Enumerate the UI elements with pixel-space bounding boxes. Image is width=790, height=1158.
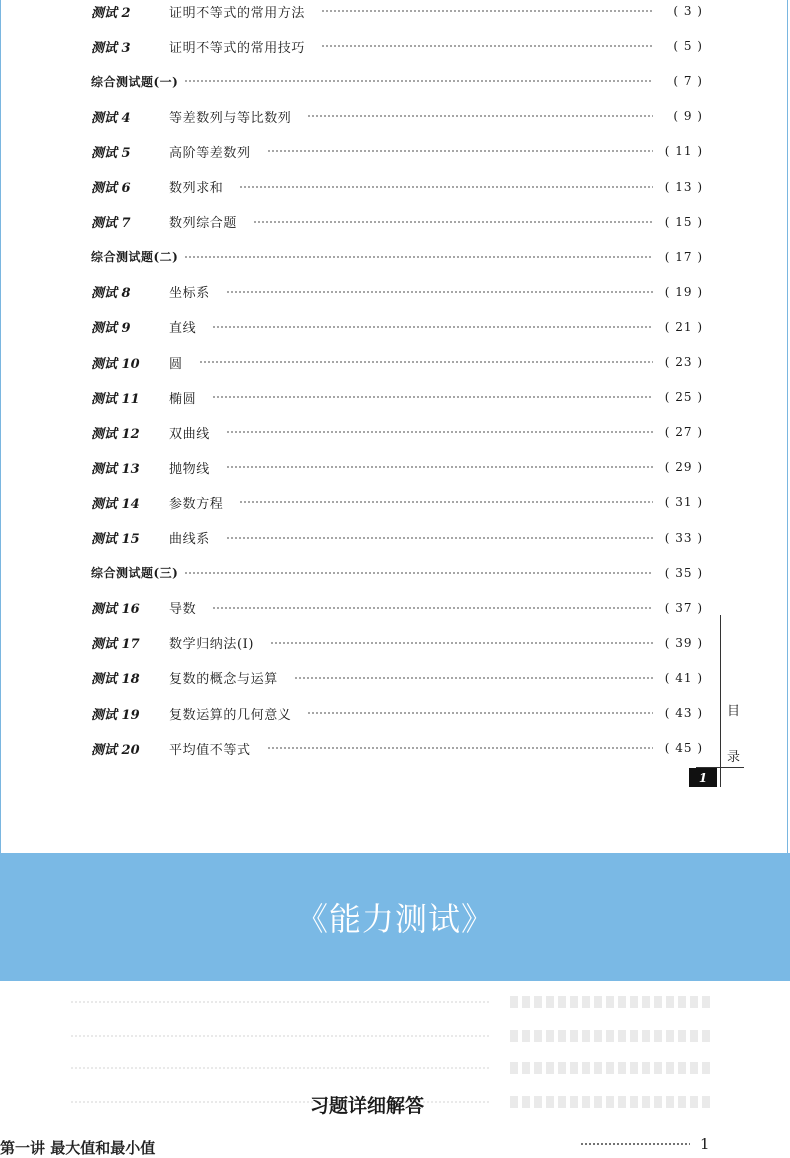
toc-entry-page: ( 11 ) <box>664 144 703 159</box>
ghost-row <box>30 995 710 1009</box>
toc-entry <box>91 281 703 303</box>
toc-entry-label: 综合测试题(一) <box>91 74 179 89</box>
toc-entry-page: ( 9 ) <box>673 109 703 124</box>
toc-entry-page: ( 7 ) <box>673 74 703 89</box>
toc-entry-title: 导数 <box>169 602 197 618</box>
cut-off-entry <box>0 1135 790 1157</box>
toc-entry-title: 曲线系 <box>169 532 210 547</box>
toc-entry-title: 等差数列与等比数列 <box>169 110 292 126</box>
cut-off-entry-leader <box>580 1143 690 1145</box>
toc-entry-label: 测试 11 <box>91 391 140 407</box>
side-char-top: 目 <box>727 704 741 719</box>
banner <box>0 853 790 981</box>
toc-entry-leader <box>184 80 653 82</box>
toc-entry-leader <box>226 466 653 468</box>
toc-entry-label: 测试 9 <box>91 321 131 337</box>
toc-entry-label: 测试 8 <box>91 286 131 302</box>
toc-entry-label: 测试 7 <box>91 216 131 232</box>
toc-entry <box>91 562 703 584</box>
toc-entry-label: 测试 4 <box>91 110 131 126</box>
toc-entry-label: 测试 3 <box>91 40 131 56</box>
toc-entry-label: 测试 5 <box>91 145 131 161</box>
toc-entry-label: 测试 15 <box>91 532 140 547</box>
toc-entry-page: ( 21 ) <box>664 319 703 334</box>
toc-entry <box>91 351 703 373</box>
toc-entry-leader <box>212 607 653 609</box>
toc-entry <box>91 0 703 22</box>
toc-entry-title: 椭圆 <box>169 391 197 407</box>
toc-entry-page: ( 5 ) <box>673 39 703 54</box>
toc-entry <box>91 667 703 689</box>
toc-entry-leader <box>199 361 653 363</box>
toc-entry-leader <box>307 712 653 714</box>
toc-entry <box>91 316 703 338</box>
toc-entry-leader <box>270 642 653 644</box>
toc-entry-page: ( 33 ) <box>664 530 703 545</box>
toc-entry-label: 测试 19 <box>91 707 140 723</box>
side-rule <box>720 615 721 787</box>
toc-entry-leader <box>321 45 653 47</box>
toc-entry-title: 直线 <box>169 321 197 337</box>
ghost-row <box>30 1029 710 1043</box>
cut-off-entry-title: 第一讲 最大值和最小值 <box>0 1139 156 1157</box>
toc-entry-label: 测试 13 <box>91 461 140 477</box>
toc-entry-label: 测试 12 <box>91 426 140 442</box>
toc-entry-title: 数列综合题 <box>169 216 238 232</box>
toc-entry-page: ( 43 ) <box>664 706 703 720</box>
toc-entry-label: 测试 6 <box>91 181 131 196</box>
answers-preview <box>0 981 790 1157</box>
toc-entry-title: 抛物线 <box>169 461 210 477</box>
toc-entry-page: ( 41 ) <box>664 670 703 685</box>
toc-entry-title: 证明不等式的常用方法 <box>169 5 306 21</box>
toc-entry <box>91 211 703 233</box>
toc-entry-title: 参数方程 <box>169 496 224 512</box>
toc-entry-page: ( 15 ) <box>664 214 703 229</box>
toc-entry-leader <box>307 115 653 117</box>
toc-entry-page: ( 29 ) <box>664 460 703 475</box>
toc-entry-page: ( 37 ) <box>664 600 703 615</box>
toc-entry-leader <box>321 10 653 12</box>
toc-entry-title: 坐标系 <box>169 286 210 302</box>
toc-entry-page: ( 17 ) <box>664 249 703 264</box>
toc-entry <box>91 491 703 513</box>
toc-entry-title: 圆 <box>169 356 183 372</box>
toc-entry <box>91 702 703 724</box>
toc-entry-leader <box>226 537 653 539</box>
toc-entry-label: 测试 14 <box>91 496 140 512</box>
toc-entry-leader <box>212 396 653 398</box>
toc-entry <box>91 456 703 478</box>
ghost-row <box>30 1061 710 1075</box>
answers-heading: 习题详细解答 <box>309 1095 424 1117</box>
toc-entry-page: ( 45 ) <box>664 741 703 756</box>
toc-entry-page: ( 19 ) <box>664 284 703 299</box>
toc-entry-page: ( 35 ) <box>664 565 703 580</box>
toc-entry-title: 数列求和 <box>169 181 224 196</box>
toc-entry-page: ( 23 ) <box>664 355 703 369</box>
toc-entry-label: 综合测试题(二) <box>91 250 179 265</box>
cut-off-entry-page: 1 <box>700 1135 710 1153</box>
toc-entry <box>91 70 703 92</box>
toc-entry <box>91 35 703 57</box>
toc-entry-label: 测试 2 <box>91 5 131 21</box>
toc-entry-leader <box>294 677 653 679</box>
toc-entry <box>91 140 703 162</box>
toc-entry <box>91 597 703 619</box>
toc-entry-title: 复数的概念与运算 <box>169 672 278 688</box>
toc-entry <box>91 527 703 549</box>
toc-entry <box>91 737 703 759</box>
toc-entry-page: ( 31 ) <box>664 495 703 510</box>
toc-entry-leader <box>212 326 653 328</box>
banner-title: 《能力测试》 <box>295 900 494 938</box>
toc-entry-label: 测试 17 <box>91 637 140 653</box>
toc-entry-page: ( 13 ) <box>664 179 703 194</box>
toc-entry-title: 平均值不等式 <box>169 742 251 758</box>
toc-entry-title: 复数运算的几何意义 <box>169 707 292 723</box>
toc-entry-title: 证明不等式的常用技巧 <box>169 40 306 56</box>
toc-entry-leader <box>253 221 653 223</box>
toc-entry-leader <box>267 150 653 152</box>
toc-entry <box>91 632 703 654</box>
toc-entry-label: 测试 18 <box>91 672 140 688</box>
toc-entry-leader <box>239 501 653 503</box>
toc-entry-leader <box>226 291 653 293</box>
page-number-box: 1 <box>689 768 717 787</box>
toc-entry-label: 测试 10 <box>91 356 140 372</box>
toc-entry-page: ( 39 ) <box>664 635 703 650</box>
toc-entry <box>91 246 703 268</box>
toc-entry-label: 测试 20 <box>91 742 140 758</box>
toc-entry <box>91 386 703 408</box>
toc-entry-label: 测试 16 <box>91 602 140 618</box>
toc-entry-leader <box>184 572 653 574</box>
toc-entry-page: ( 25 ) <box>664 390 703 405</box>
side-char-bottom: 录 <box>727 750 741 765</box>
toc-entry-leader <box>226 431 653 433</box>
toc-entry-page: ( 27 ) <box>664 425 703 440</box>
toc-entry-label: 综合测试题(三) <box>91 566 179 581</box>
toc-entry <box>91 421 703 443</box>
toc-entry-leader <box>267 747 653 749</box>
toc-entry-leader <box>239 186 653 188</box>
toc-entry-page: ( 3 ) <box>673 4 703 18</box>
toc-entry <box>91 176 703 198</box>
toc-entry-title: 高阶等差数列 <box>169 145 251 161</box>
toc-entry <box>91 105 703 127</box>
toc-entry-title: 数学归纳法(Ⅰ) <box>169 637 255 653</box>
toc-entry-leader <box>184 256 653 258</box>
toc-entry-title: 双曲线 <box>169 426 210 442</box>
